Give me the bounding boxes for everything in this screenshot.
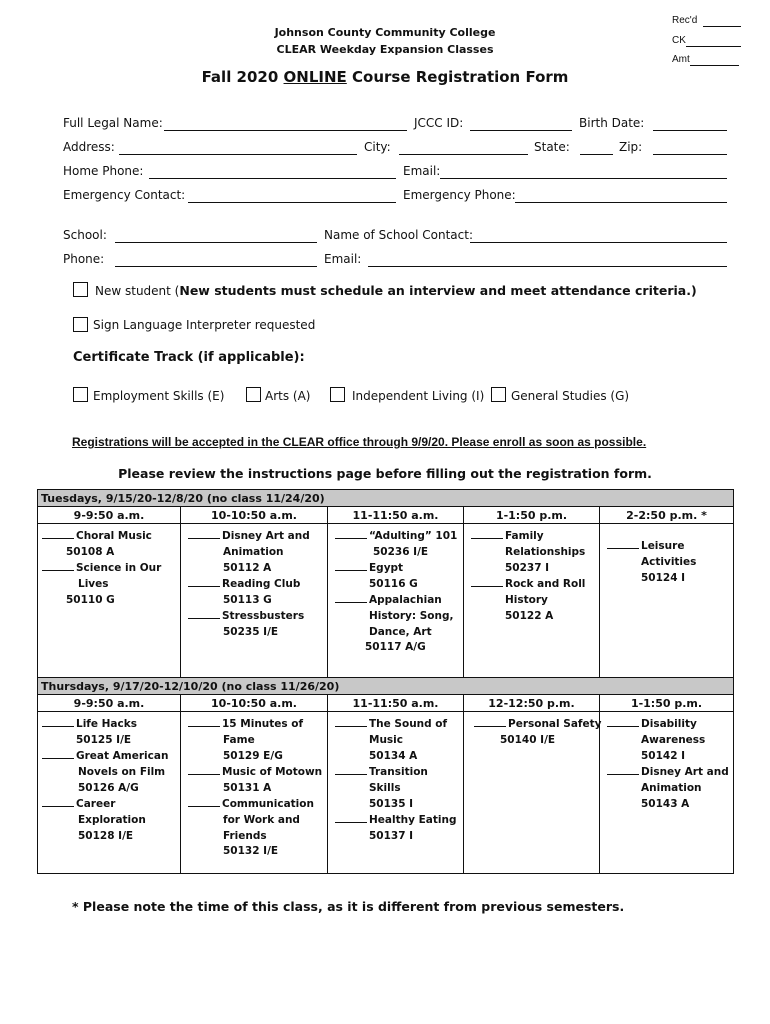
course-item[interactable]: “Adulting” 101 50236 I/E xyxy=(335,528,457,561)
jccc-id-field[interactable] xyxy=(470,130,572,131)
full-legal-name-label: Full Legal Name: xyxy=(63,116,163,130)
course-item[interactable]: Communication for Work and Friends 50132 I/E xyxy=(188,796,314,860)
arts-label: Arts (A) xyxy=(265,389,311,403)
emergency-phone-label: Emergency Phone: xyxy=(403,188,516,202)
emergency-contact-label: Emergency Contact: xyxy=(63,188,186,202)
phone-label: Phone: xyxy=(63,252,105,266)
city-field[interactable] xyxy=(399,154,528,155)
program-name: CLEAR Weekday Expansion Classes xyxy=(276,43,494,56)
course-item[interactable]: Music of Motown 50131 A xyxy=(188,764,322,797)
course-item[interactable]: Choral Music 50108 A xyxy=(42,528,152,561)
address-field[interactable] xyxy=(119,154,357,155)
course-item[interactable]: Disability Awareness 50142 I xyxy=(607,716,705,764)
tuesday-time-2: 10-10:50 a.m. xyxy=(181,507,328,524)
tuesday-time-5: 2-2:50 p.m. * xyxy=(600,507,734,524)
home-phone-field[interactable] xyxy=(149,178,396,179)
zip-label: Zip: xyxy=(619,140,643,154)
state-field[interactable] xyxy=(580,154,613,155)
home-phone-label: Home Phone: xyxy=(63,164,144,178)
thursday-schedule xyxy=(37,677,734,874)
new-student-checkbox[interactable] xyxy=(73,282,88,297)
city-label: City: xyxy=(364,140,391,154)
page-title: Fall 2020 ONLINE Course Registration Form xyxy=(201,68,569,86)
footnote: * Please note the time of this class, as it is different from previous semesters. xyxy=(72,899,625,914)
thursday-time-1: 9-9:50 a.m. xyxy=(38,695,181,712)
full-legal-name-field[interactable] xyxy=(164,130,407,131)
course-item[interactable]: Stressbusters 50235 I/E xyxy=(188,608,304,641)
interpreter-checkbox[interactable] xyxy=(73,317,88,332)
course-item[interactable]: Rock and Roll History 50122 A xyxy=(471,576,585,624)
course-item[interactable]: Transition Skills 50135 I xyxy=(335,764,428,812)
phone-field[interactable] xyxy=(115,266,317,267)
course-item[interactable]: Family Relationships 50237 I xyxy=(471,528,585,576)
course-item[interactable]: 15 Minutes of Fame 50129 E/G xyxy=(188,716,303,764)
amt-line[interactable] xyxy=(690,65,739,66)
course-item[interactable]: Life Hacks 50125 I/E xyxy=(42,716,137,749)
general-studies-checkbox[interactable] xyxy=(491,387,506,402)
course-item[interactable]: Disney Art and Animation 50112 A xyxy=(188,528,310,576)
tuesday-time-1: 9-9:50 a.m. xyxy=(38,507,181,524)
independent-living-label: Independent Living (I) xyxy=(352,389,485,403)
school-field[interactable] xyxy=(115,242,317,243)
course-item[interactable]: Great American Novels on Film 50126 A/G xyxy=(42,748,168,796)
email-field[interactable] xyxy=(440,178,727,179)
certificate-track-title: Certificate Track (if applicable): xyxy=(73,350,305,365)
thursday-time-4: 12-12:50 p.m. xyxy=(464,695,600,712)
state-label: State: xyxy=(534,140,570,154)
registration-deadline-notice: Registrations will be accepted in the CLEAR office through 9/9/20. Please enroll as soon as possible. xyxy=(72,435,647,449)
emergency-phone-field[interactable] xyxy=(515,202,727,203)
ck-label: CK xyxy=(672,35,686,46)
review-instructions: Please review the instructions page before filling out the registration form. xyxy=(118,466,652,481)
zip-field[interactable] xyxy=(653,154,727,155)
course-item[interactable]: Personal Safety 50140 I/E xyxy=(474,716,601,749)
independent-living-checkbox[interactable] xyxy=(330,387,345,402)
new-student-label: New student (New students must schedule an interview and meet attendance criteria.) xyxy=(95,283,697,298)
tuesday-time-3: 11-11:50 a.m. xyxy=(328,507,464,524)
course-item[interactable]: Disney Art and Animation 50143 A xyxy=(607,764,729,812)
course-item[interactable]: The Sound of Music 50134 A xyxy=(335,716,447,764)
arts-checkbox[interactable] xyxy=(246,387,261,402)
school-email-label: Email: xyxy=(324,252,362,266)
jccc-id-label: JCCC ID: xyxy=(414,116,464,130)
employment-skills-checkbox[interactable] xyxy=(73,387,88,402)
tuesday-heading: Tuesdays, 9/15/20-12/8/20 (no class 11/24/20) xyxy=(38,490,734,507)
birth-date-field[interactable] xyxy=(653,130,727,131)
email-label: Email: xyxy=(403,164,441,178)
course-item[interactable]: Science in Our Lives 50110 G xyxy=(42,560,161,608)
interpreter-label: Sign Language Interpreter requested xyxy=(93,318,316,332)
school-contact-label: Name of School Contact: xyxy=(324,228,473,242)
course-item[interactable]: Egypt 50116 G xyxy=(335,560,418,593)
tuesday-time-4: 1-1:50 p.m. xyxy=(464,507,600,524)
thursday-time-3: 11-11:50 a.m. xyxy=(328,695,464,712)
recd-label: Rec'd xyxy=(672,15,698,26)
thursday-heading: Thursdays, 9/17/20-12/10/20 (no class 11/26/20) xyxy=(38,678,734,695)
school-email-field[interactable] xyxy=(368,266,727,267)
general-studies-label: General Studies (G) xyxy=(511,389,630,403)
course-item[interactable]: Leisure Activities 50124 I xyxy=(607,538,696,586)
birth-date-label: Birth Date: xyxy=(579,116,645,130)
college-name: Johnson County Community College xyxy=(274,26,496,39)
thursday-time-2: 10-10:50 a.m. xyxy=(181,695,328,712)
school-label: School: xyxy=(63,228,107,242)
tuesday-schedule xyxy=(37,489,734,684)
school-contact-field[interactable] xyxy=(470,242,727,243)
emergency-contact-field[interactable] xyxy=(188,202,396,203)
course-item[interactable]: Appalachian History: Song, Dance, Art 50117 A/G xyxy=(335,592,454,656)
course-item[interactable]: Career Exploration 50128 I/E xyxy=(42,796,146,844)
course-item[interactable]: Healthy Eating 50137 I xyxy=(335,812,456,845)
thursday-time-5: 1-1:50 p.m. xyxy=(600,695,734,712)
employment-skills-label: Employment Skills (E) xyxy=(93,389,225,403)
course-item[interactable]: Reading Club 50113 G xyxy=(188,576,300,609)
amt-label: Amt xyxy=(672,54,690,65)
address-label: Address: xyxy=(63,140,115,154)
